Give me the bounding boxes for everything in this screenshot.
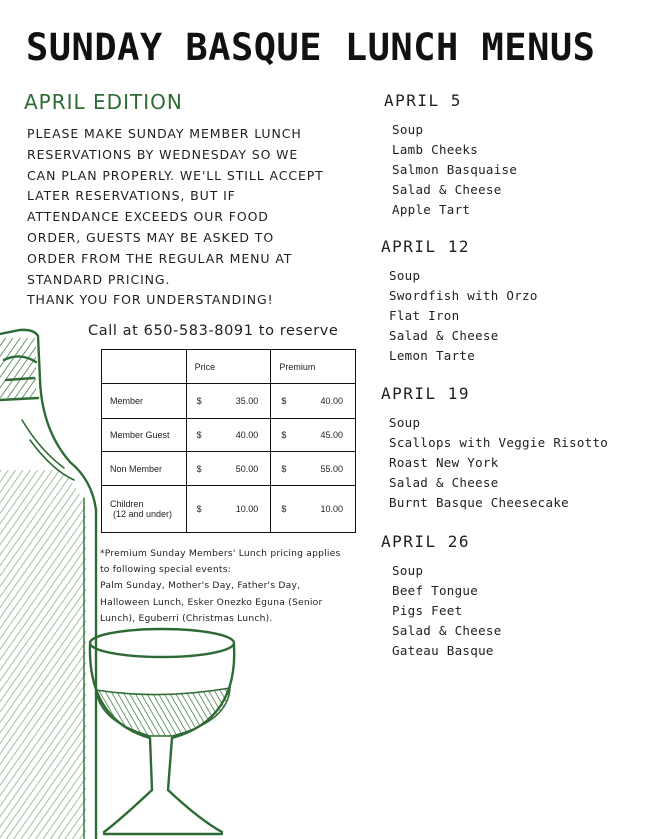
note-line: RESERVATIONS BY WEDNESDAY SO WE	[27, 146, 299, 162]
premium-cell	[271, 486, 356, 533]
premium-footnote	[100, 546, 362, 627]
currency-symbol: $	[281, 463, 287, 474]
menu-items	[381, 413, 608, 513]
premium-value: 40.00	[320, 396, 343, 406]
footnote-line: Lunch), Eguberri (Christmas Lunch).	[100, 612, 273, 624]
table-header-cell	[102, 350, 187, 384]
footnote-line: to following special events:	[100, 564, 231, 576]
menu-date: APRIL 26	[381, 532, 471, 551]
footnote-line: Halloween Lunch, Esker Onezko Eguna (Senior	[100, 596, 323, 608]
menu-april-5	[384, 91, 517, 220]
reserve-phone-text: Call at 650-583-8091 to reserve	[88, 323, 339, 339]
reservation-note	[27, 124, 347, 311]
menu-item: Pigs Feet	[392, 603, 463, 618]
note-line: ORDER, GUESTS MAY BE ASKED TO	[27, 229, 275, 245]
menu-item: Salad & Cheese	[392, 623, 502, 638]
row-label-line: Children	[110, 499, 144, 509]
currency-symbol: $	[281, 396, 287, 406]
currency-symbol: $	[196, 396, 202, 406]
table-row	[102, 384, 356, 419]
currency-symbol: $	[196, 463, 202, 474]
menu-item: Burnt Basque Cheesecake	[389, 495, 569, 510]
footnote-line: Palm Sunday, Mother's Day, Father's Day,	[100, 580, 301, 592]
currency-symbol: $	[281, 430, 287, 440]
table-row	[102, 419, 356, 452]
menu-date: APRIL 12	[381, 237, 471, 256]
menu-date: APRIL 5	[384, 91, 462, 110]
premium-cell	[271, 452, 356, 486]
note-line: LATER RESERVATIONS, BUT IF	[27, 188, 236, 204]
menu-april-19	[381, 384, 608, 513]
table-header-cell: Premium	[271, 350, 356, 384]
menu-item: Salad & Cheese	[392, 182, 502, 197]
row-label-line: (12 and under)	[113, 509, 173, 519]
price-cell	[186, 384, 271, 419]
currency-symbol: $	[196, 504, 202, 514]
row-label: Non Member	[102, 452, 187, 486]
currency-symbol: $	[196, 430, 202, 440]
menu-item: Lamb Cheeks	[392, 142, 479, 157]
note-line: STANDARD PRICING.	[27, 271, 171, 287]
price-cell	[186, 486, 271, 533]
row-label: Member	[102, 384, 187, 419]
table-row	[102, 486, 356, 533]
page-title: SUNDAY BASQUE LUNCH MENUS	[26, 26, 596, 69]
pricing-table	[101, 349, 356, 533]
menu-item: Soup	[392, 122, 424, 137]
menu-items	[381, 266, 538, 366]
row-label	[102, 486, 187, 533]
menu-date: APRIL 19	[381, 384, 471, 403]
premium-value: 45.00	[320, 430, 343, 440]
premium-cell	[271, 419, 356, 452]
price-value: 40.00	[235, 430, 259, 440]
note-line: ORDER FROM THE REGULAR MENU AT	[27, 250, 293, 266]
menu-item: Soup	[392, 563, 424, 578]
price-value: 10.00	[235, 504, 259, 514]
menu-item: Salad & Cheese	[389, 328, 499, 343]
price-value: 50.00	[235, 463, 259, 474]
table-header-cell: Price	[186, 350, 271, 384]
note-line: ATTENDANCE EXCEEDS OUR FOOD	[27, 209, 269, 225]
menu-item: Roast New York	[389, 455, 499, 470]
menu-item: Beef Tongue	[392, 583, 479, 598]
note-line: PLEASE MAKE SUNDAY MEMBER LUNCH	[27, 126, 302, 141]
row-label: Member Guest	[102, 419, 187, 452]
menu-item: Salad & Cheese	[389, 475, 499, 490]
table-row	[102, 452, 356, 486]
table-header-row	[102, 350, 356, 384]
menu-item: Scallops with Veggie Risotto	[389, 435, 609, 450]
menu-items	[384, 120, 517, 220]
menu-item: Apple Tart	[392, 202, 471, 217]
menu-item: Soup	[389, 415, 421, 430]
price-cell	[186, 419, 271, 452]
currency-symbol: $	[281, 504, 287, 514]
footnote-line: *Premium Sunday Members' Lunch pricing applies	[100, 548, 341, 559]
note-line: CAN PLAN PROPERLY. WE'LL STILL ACCEPT	[27, 167, 324, 183]
menu-item: Soup	[389, 268, 421, 283]
premium-value: 55.00	[320, 463, 343, 474]
menu-item: Gateau Basque	[392, 643, 494, 658]
menu-item: Lemon Tarte	[389, 348, 476, 363]
menu-items	[381, 561, 502, 661]
edition-subtitle: APRIL EDITION	[24, 90, 183, 114]
premium-cell	[271, 384, 356, 419]
menu-item: Flat Iron	[389, 308, 460, 323]
menu-april-12	[381, 237, 538, 366]
note-line: THANK YOU FOR UNDERSTANDING!	[27, 292, 274, 308]
menu-item: Salmon Basquaise	[392, 162, 518, 177]
price-value: 35.00	[235, 396, 259, 406]
price-cell	[186, 452, 271, 486]
menu-item: Swordfish with Orzo	[389, 288, 538, 303]
menu-april-26	[381, 532, 502, 661]
premium-value: 10.00	[320, 504, 343, 514]
